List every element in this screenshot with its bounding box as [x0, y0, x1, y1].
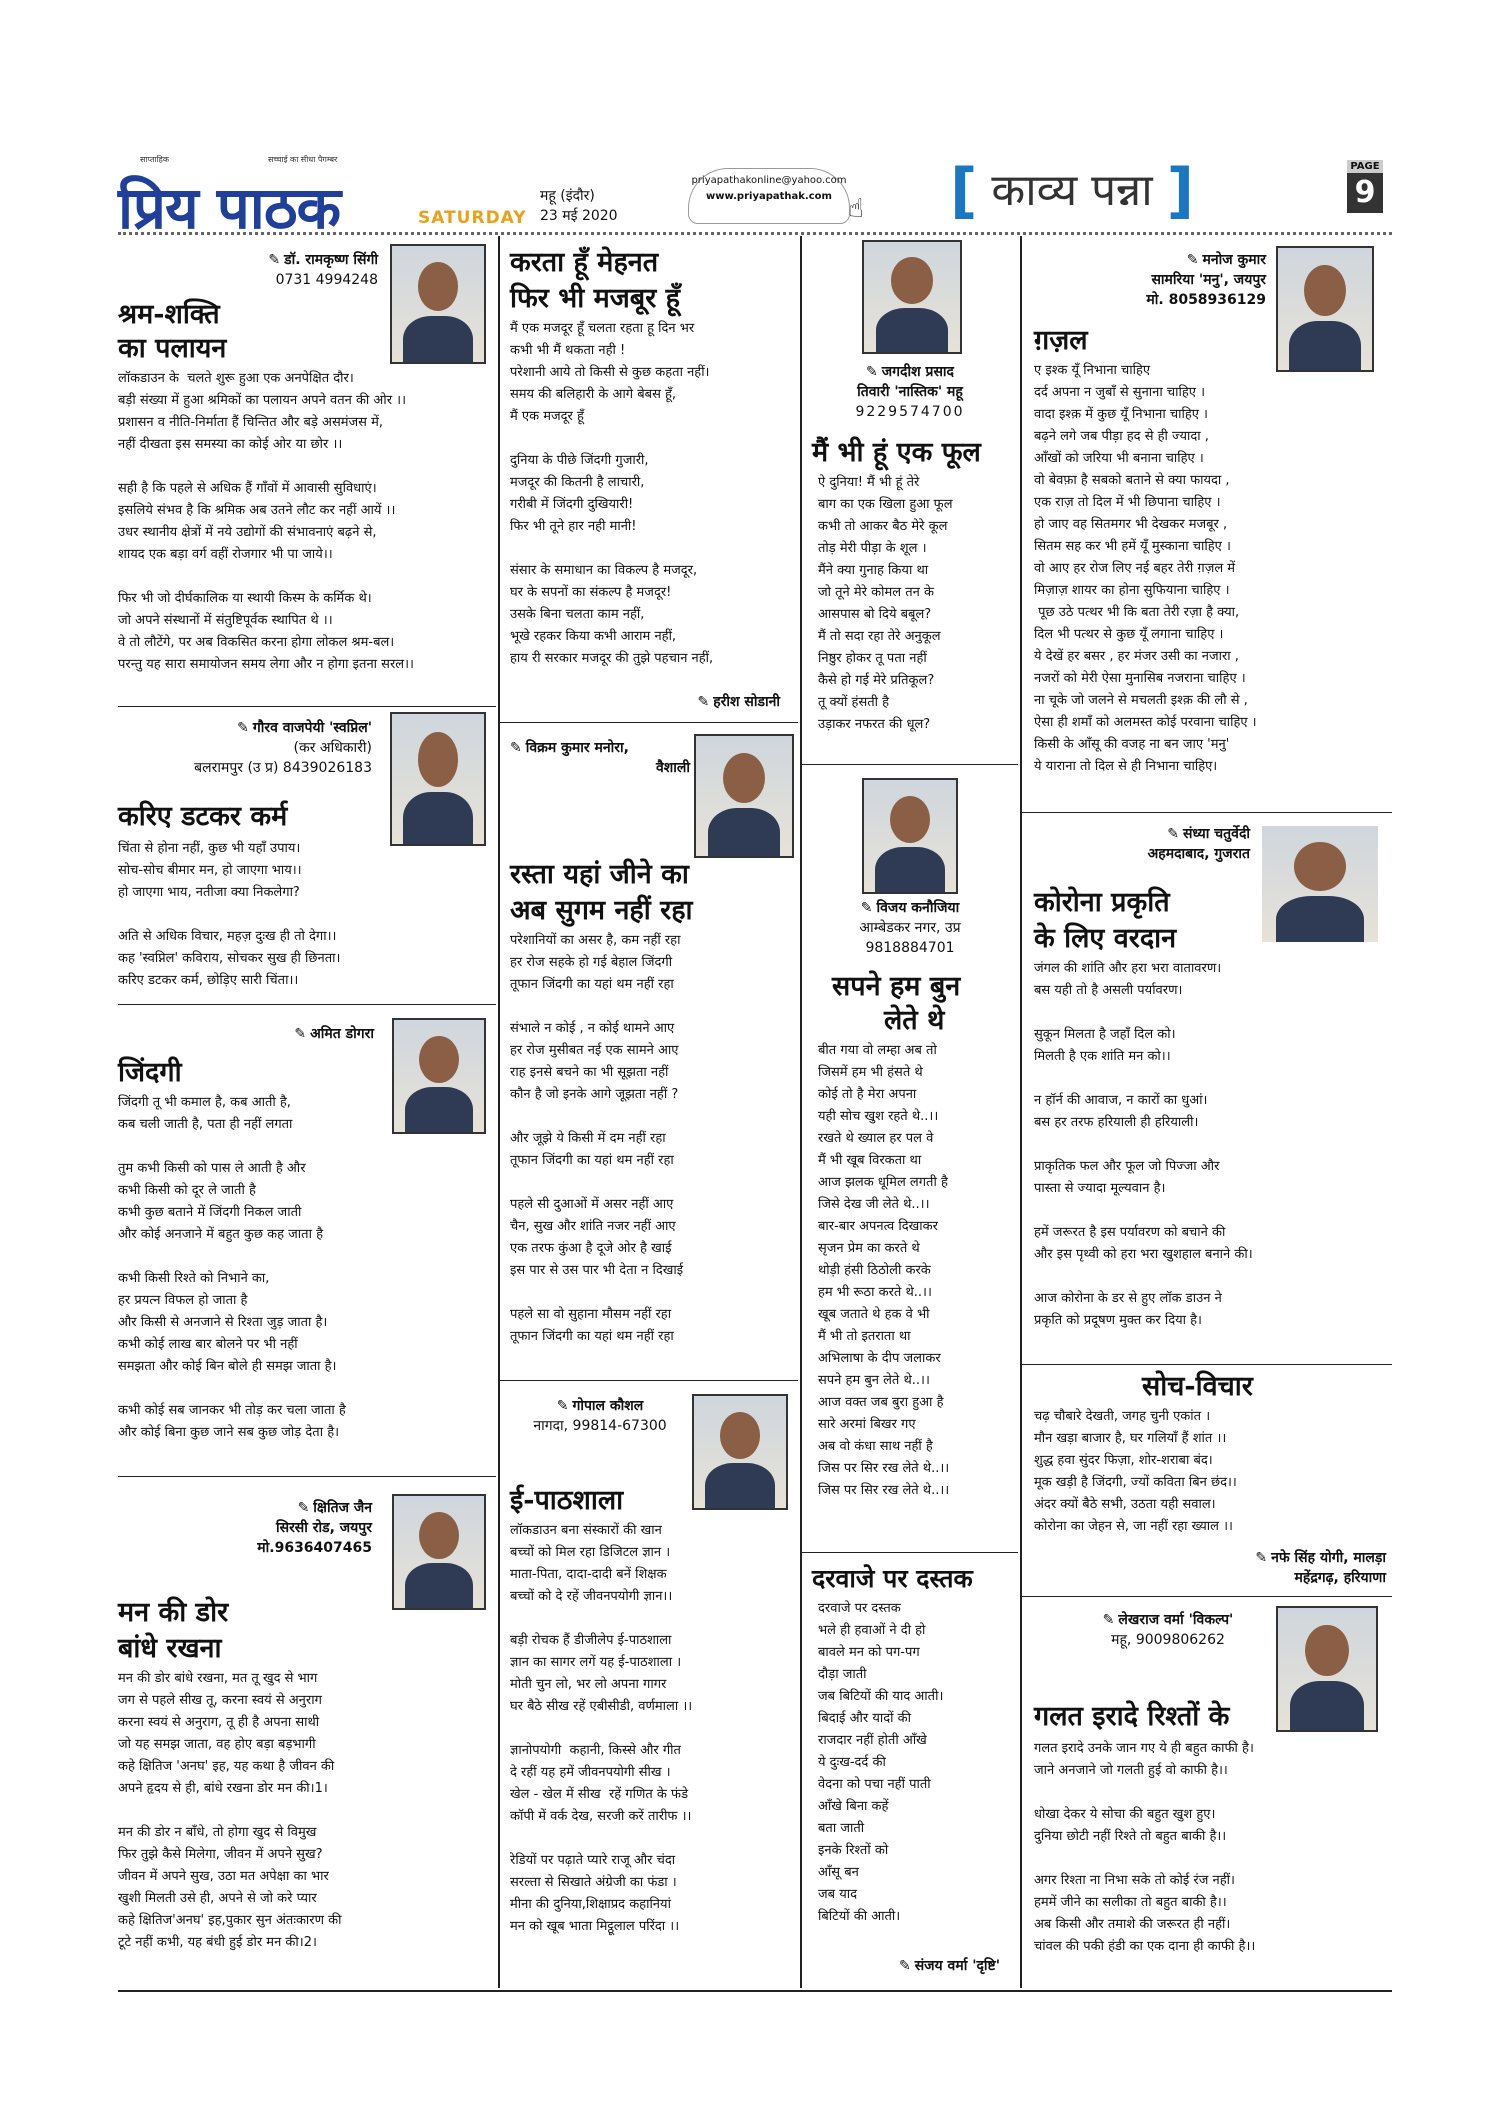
author-photo	[390, 244, 486, 364]
byline	[812, 898, 1008, 958]
author-name: गौरव वाजपेयी 'स्वप्निल'	[252, 720, 372, 736]
poem-title: कोरोना प्रकृति	[1034, 887, 1170, 918]
signature	[620, 692, 780, 712]
pen-icon: ✎	[556, 1398, 569, 1414]
poem-title: का पलायन	[118, 333, 227, 364]
poem-text: बीत गया वो लम्हा अब तो जिसमें हम भी हंसते थे कोई तो है मेरा अपना यही सोच खुश रहते थे..।। रखते थे ख्याल हर पल वे मैं भी खूब विरकता था आज झलक धूमिल लगती है जिसे देख जी लेते थे..।। बार-बार अपनत्व दिखाकर सृजन प्रेम का करते थे थोड़ी हंसी ठिठोली करके हम भी रूठा करते थे..।। खूब जताते थे हक वे भी मैं भी तो इतराता था अभिलाषा के दीप जलाकर सपने हम बुन लेते थे..।। आज वक्त जब बुरा हुआ है सारे अरमां बिखर गए अब वो कंधा साथ नहीं है जिस पर सिर रख लेते थे..।। जिस पर सिर रख लेते थे..।।	[818, 1043, 950, 1498]
section-title-text: काव्य पन्ना	[991, 165, 1153, 216]
article-divider	[118, 1004, 496, 1005]
poem-title: दरवाजे पर दस्तक	[812, 1564, 973, 1593]
byline	[180, 718, 372, 778]
byline	[1070, 1610, 1266, 1650]
author-phone: 0731 4994248	[275, 272, 378, 288]
article-divider	[118, 1476, 496, 1477]
page-number: 9	[1347, 173, 1383, 213]
author-name: संध्या चतुर्वेदी	[1182, 826, 1250, 842]
poem-text: मैं एक मजदूर हूँ चलता रहता हू दिन भर कभी भी मैं थकता नही ! परेशानी आये तो किसी से कुछ कहता नहीं। समय की बलिहारी के आगे बेबस हूँ, मैं एक मजदूर हूँ दुनिया के पीछे जिंदगी गुजारी, मजदूर की कितनी है लाचारी, गरीबी में जिंदगी दुखियारी! फिर भी तूने हार नही मानी! संसार के समाधान का विकल्प है मजदूर, घर के सपनों का संकल्प है मजदूर! उसके बिना चलता काम नहीं, भूखे रहकर किया कभी आराम नहीं, हाय री सरकार मजदूर की तुझे पहचान नहीं,	[510, 321, 714, 666]
poem-text: मन की डोर बांधे रखना, मत तू खुद से भाग जग से पहले सीख तू, करना स्वयं से अनुराग करना स्वयं से अनुराग, तू ही है अपना साथी जो यह समझ जाता, वह होए बड़ा बड़भागी कहे क्षितिज 'अनघ' इह, यह कथा है जीवन की अपने हृदय से ही, बांधे रखना डोर मन की।1। मन की डोर न बाँधे, तो होगा खुद से विमुख फिर तुझे कैसे मिलेगा, जीवन में अपने सुख? जीवन में अपने सुख, उठा मत अपेक्षा का भार खुशी मिलती उसे ही, अपने से जो करे प्यार कहे क्षितिज'अनघ' इह,पुकार सुन अंतःकारण की टूटे नहीं कभी, यह बंधी हुई डोर मन की।2।	[118, 1671, 342, 1950]
author-photo	[694, 734, 794, 858]
pen-icon: ✎	[1186, 252, 1199, 268]
poem-text: चढ़ चौबारे देखती, जगह चुनी एकांत । मौन खड़ा बाजार है, घर गलियाँ हैं शांत ।। शुद्ध हवा सुंदर फिज़ा, शोर-शराबा बंद। मूक खड़ी है जिंदगी, ज्यों कविता बिन छंद।। अंदर क्यों बैठे सभी, उठता यही सवाल। कोरोना का जेहन से, जा नहीं रहा ख्याल ।।	[1034, 1409, 1237, 1534]
poem-text: लॉकडाउन के चलते शुरू हुआ एक अनपेक्षित दौर। बड़ी संख्या में हुआ श्रमिकों का पलायन अपने वतन की ओर ।। प्रशासन व नीति-निर्माता हैं चिन्तित और बड़े असमंजस में, नहीं दीखता इस समस्या का कोई ओर या छोर ।। सही है कि पहले से अधिक हैं गाँवों में आवासी सुविधाएं। इसलिये संभव है कि श्रमिक अब उतने लौट कर नहीं आयें ।। उधर स्थानीय क्षेत्रों में नये उद्योगों की संभावनाएं बढ़ने से, शायद एक बड़ा वर्ग वहीं रोजगार भी पा जाये।। फिर भी जो दीर्घकालिक या स्थायी किस्म के कर्मिक थे। जो अपने संस्थानों में संतुष्टिपूर्वक स्थापित थे ।। वे तो लौटेंगे, पर अब विकसित करना होगा लोकल श्रम-बल। परन्तु यह सारा समायोजन समय लेगा और न होगा इतना सरल।।	[118, 371, 414, 672]
pen-icon: ✎	[860, 900, 873, 916]
poem-title: सपने हम बुन	[832, 971, 961, 1002]
author-photo	[1262, 826, 1378, 942]
poem-title: लेते थे	[884, 1005, 945, 1036]
author-photo	[862, 240, 962, 354]
author-place: सामरिया 'मनु', जयपुर	[1151, 272, 1266, 288]
poem-text: दरवाजे पर दस्तक भले ही हवाओं ने दी हो बावले मन को पग-पग दौड़ा जाती जब बिटियों की याद आती। बिदाई और यादों की राजदार नहीं होती आँखे ये दुःख-दर्द की वेदना को पचा नहीं पाती आँखे बिना कहें बता जाती इनके रिश्तों को आँसू बन जब याद बिटियों की आती।	[818, 1601, 944, 1924]
pen-icon: ✎	[898, 1958, 911, 1974]
article-divider	[802, 1552, 1018, 1553]
author-photo	[692, 1394, 788, 1510]
pen-icon: ✎	[1255, 1550, 1268, 1566]
hand-pointer-icon: ☝	[848, 194, 864, 224]
contact-email[interactable]: priyapathakonline@yahoo.com	[691, 175, 847, 186]
author-name: मनोज कुमार	[1202, 252, 1266, 268]
author-place: आम्बेडकर नगर, उप्र	[859, 920, 961, 936]
poem-text: ऐ दुनिया! मैं भी हूं तेरे बाग का एक खिला हुआ फूल कभी तो आकर बैठ मेरे कूल तोड़ मेरी पीड़ा के शूल । मैंने क्या गुनाह किया था जो तूने मेरे कोमल तन के आसपास बो दिये बबूल? मैं तो सदा रहा तेरे अनुकूल निष्ठुर होकर तू पता नहीं कैसे हो गई मेरे प्रतिकूल? तू क्यों हंसती है उड़ाकर नफरत की धूल?	[818, 475, 953, 732]
pen-icon: ✎	[1167, 826, 1179, 842]
author-place: महेंद्रगढ़, हरियाणा	[1294, 1570, 1386, 1586]
byline	[1110, 824, 1250, 864]
masthead-rule	[118, 232, 1392, 235]
author-place: वैशाली	[655, 760, 690, 776]
poem-title: ई-पाठशाला	[510, 1485, 624, 1516]
poem-title: रस्ता यहां जीने का	[510, 859, 689, 890]
contact-box	[688, 168, 850, 224]
poem-title: फिर भी मजबूर हूँ	[510, 283, 681, 314]
byline	[220, 1024, 374, 1044]
author-phone: मो.9636407465	[257, 1540, 372, 1556]
page-label: PAGE	[1347, 160, 1383, 173]
signature	[830, 1956, 1000, 1976]
signature-name: संजय वर्मा 'दृष्टि'	[914, 1958, 1000, 1974]
pen-icon: ✎	[1102, 1612, 1115, 1628]
author-name: अमित डोगरा	[310, 1026, 374, 1042]
author-phone: मो. 8058936129	[1146, 292, 1266, 308]
article-divider	[1022, 1596, 1392, 1597]
poem-title: अब सुगम नहीं रहा	[510, 895, 693, 926]
column-divider	[800, 236, 802, 1988]
page-number-box	[1347, 160, 1383, 213]
byline	[1150, 1548, 1386, 1588]
pen-icon: ✎	[297, 1500, 310, 1516]
author-place: बलरामपुर (उ प्र) 8439026183	[194, 760, 372, 776]
article-divider	[500, 722, 798, 723]
poem-title: गलत इरादे रिश्तों के	[1034, 1701, 1230, 1732]
article-divider	[1022, 812, 1392, 813]
article-divider	[1022, 1364, 1392, 1365]
poem-text: जिंदगी तू भी कमाल है, कब आती है, कब चली जाती है, पता ही नहीं लगता तुम कभी किसी को पास ले आती है और कभी किसी को दूर ले जाती है कभी कुछ बताने में जिंदगी निकल जाती और कोई अनजाने में बहुत कुछ कह जाता है कभी किसी रिश्ते को निभाने का, हर प्रयत्न विफल हो जाता है और किसी से अनजाने से रिश्ता जुड़ जाता है। कभी कोई लाख बार बोलने पर भी नहीं समझता और कोई बिन बोले ही समझ जाता है। कभी कोई सब जानकर भी तोड़ कर चला जाता है और कोई बिना कुछ जाने सब कुछ जोड़ देता है।	[118, 1095, 346, 1440]
poem-title: श्रम-शक्ति	[118, 299, 220, 330]
column-divider	[1020, 236, 1022, 1988]
poem-text: लॉकडाउन बना संस्कारों की खान बच्चों को मिल रहा डिजिटल ज्ञान । माता-पिता, दादा-दादी बनें शिक्षक बच्चों को दे रहें जीवनपयोगी ज्ञान।। बड़ी रोचक हैं डीजीलेप ई-पाठशाला ज्ञान का सागर लगें यह ई-पाठशाला । मोती चुन लो, भर लो अपना गागर घर बैठे सीख रहें एबीसीडी, वर्णमाला ।। ज्ञानोपयोगी कहानी, किस्से और गीत दे रहीं यह हमें जीवनपयोगी सीख । खेल - खेल में सीख रहें गणित के फंडे कॉपी में वर्क देख, सरजी करें तारीफ ।। रेडियों पर पढ़ाते प्यारे राजू और चंदा सरल्ता से सिखाते अंग्रेजी का फंडा । मीना की दुनिया,शिक्षाप्रद कहानियां मन को खूब भाता मिट्ठूलाल परिंदा ।।	[510, 1523, 693, 1934]
poem-title: जिंदगी	[118, 1057, 182, 1088]
author-name: विक्रम कुमार मनोरा,	[525, 740, 629, 756]
poem-title: करिए डटकर कर्म	[118, 801, 288, 832]
byline	[218, 1498, 372, 1558]
article-divider	[118, 706, 496, 707]
pen-icon: ✎	[268, 252, 281, 268]
bottom-rule	[118, 1990, 1392, 1992]
signature-name: हरीश सोडानी	[713, 694, 780, 710]
poem-text: गलत इरादे उनके जान गए ये ही बहुत काफी है। जाने अनजाने जो गलती हुई वो काफी है।। धोखा देकर ये सोचा की बहुत खुश हुए। दुनिया छोटी नहीं रिश्ते तो बहुत बाकी है।। अगर रिश्ता ना निभा सके तो कोई रंज नहीं। हममें जीने का सलीका तो बहुत बाकी है।। अब किसी और तमाशे की जरूरत ही नहीं। चांवल की पकी हंडी का एक दाना ही काफी है।।	[1034, 1741, 1256, 1954]
author-name-line2: तिवारी 'नास्तिक' महू	[857, 384, 963, 400]
author-place: महू, 9009806262	[1111, 1632, 1225, 1648]
author-name: जगदीश प्रसाद	[881, 364, 954, 380]
poem-text: परेशानियों का असर है, कम नहीं रहा हर रोज सहके हो गई बेहाल जिंदगी तूफान जिंदगी का यहां थम नहीं रहा संभाले न कोई , न कोई थामने आए हर रोज मुसीबत नई एक सामने आए राह इनसे बचने का भी सूझता नहीं कौन है जो इनके आगे जूझता नहीं ? और जूझे ये किसी में दम नहीं रहा तूफान जिंदगी का यहां थम नहीं रहा पहले सी दुआओं में असर नहीं आए चैन, सुख और शांति नजर नहीं आए एक तरफ कुंआ है दूजे ओर है खाई इस पार से उस पार भी देता न दिखाई पहले सा वो सुहाना मौसम नहीं रहा तूफान जिंदगी का यहां थम नहीं रहा	[510, 933, 684, 1344]
author-place: नागदा, 99814-67300	[533, 1418, 667, 1434]
author-phone: 9818884701	[865, 940, 955, 956]
author-name: क्षितिज जैन	[313, 1500, 372, 1516]
section-title: [ काव्य पन्ना ]	[950, 156, 1195, 226]
poem-title: मैं भी हूं एक फूल	[812, 437, 981, 468]
author-role: (कर अधिकारी)	[293, 740, 372, 756]
author-name: गोपाल कौशल	[572, 1398, 644, 1414]
author-name: विजय कनौजिया	[876, 900, 960, 916]
pen-icon: ✎	[510, 740, 522, 756]
issue-day: SATURDAY	[418, 208, 527, 228]
author-photo	[1276, 246, 1374, 372]
logo-tagline: सच्चाई का सीधा पैगम्बर	[268, 155, 338, 164]
poem-title: मन की डोर	[118, 1597, 229, 1628]
byline	[812, 362, 1008, 422]
author-photo	[390, 712, 486, 846]
author-name: डॉ. रामकृष्ण सिंगी	[284, 252, 378, 268]
poem-title: बांधे रखना	[118, 1633, 222, 1664]
author-place: सिरसी रोड, जयपुर	[275, 1520, 372, 1536]
logo-text: प्रिय पाठक	[118, 174, 341, 242]
article-divider	[802, 764, 1018, 765]
article-divider	[500, 1380, 798, 1381]
byline	[510, 738, 690, 778]
poem-text: चिंता से होना नहीं, कुछ भी यहाँ उपाय। सोच-सोच बीमार मन, हो जाएगा भाय।। हो जाएगा भाय, नतीजा क्या निकलेगा? अति से अधिक विचार, महज़ दुःख ही तो देगा।। कह 'स्वप्निल' कविराय, सोचकर सुख ही छिनता। करिए डटकर कर्म, छोड़िए सारी चिंता।।	[118, 841, 341, 988]
author-name: नफे सिंह योगी, मालड़ा	[1271, 1550, 1386, 1566]
pen-icon: ✎	[237, 720, 249, 736]
column-divider	[498, 236, 500, 1988]
byline	[230, 250, 378, 290]
pen-icon: ✎	[866, 364, 878, 380]
author-photo	[862, 778, 958, 894]
dateline	[540, 186, 618, 226]
issue-city: महू (इंदौर)	[540, 188, 595, 204]
issue-date: 23 मई 2020	[540, 208, 618, 224]
byline	[1090, 250, 1266, 310]
poem-title: के लिए वरदान	[1034, 923, 1177, 954]
poem-title: ग़ज़ल	[1034, 325, 1088, 356]
author-photo	[1276, 1606, 1378, 1732]
byline	[510, 1396, 690, 1436]
poem-title: करता हूँ मेहनत	[510, 247, 659, 278]
pen-icon: ✎	[697, 694, 710, 710]
pen-icon: ✎	[294, 1026, 307, 1042]
logo-small-text: साप्ताहिक	[140, 155, 170, 164]
author-phone: 9229574700	[855, 404, 965, 420]
poem-text: ए इश्क यूँ निभाना चाहिए दर्द अपना न जुबाँ से सुनाना चाहिए । वादा इश्क़ में कुछ यूँ निभाना चाहिए । बढ़ने लगे जब पीड़ा हद से ही ज्यादा , आँखों को जरिया भी बनाना चाहिए । वो बेवफ़ा है सबको बताने से क्या फायदा , एक राज़ तो दिल में भी छिपाना चाहिए । हो जाए वह सितमगर भी देखकर मजबूर , सितम सह कर भी हमें यूँ मुस्काना चाहिए । वो आए हर रोज लिए नई बहर तेरी ग़ज़ल में मिज़ाज़ शायर का होना सुफियाना चाहिए । पूछ उठे पत्थर भी कि बता तेरी रज़ा है क्या, दिल भी पत्थर से कुछ यूँ लगाना चाहिए । ये देखें हर बसर , हर मंजर उसी का नजारा , नजरों को मेरी ऐसा मुनासिब नजराना चाहिए । ना चूके जो जलने से मचलती इश्क़ की लौ से , ऐसा ही शमाँ को अलमस्त कोई परवाना चाहिए । किसी के आँसू की वजह ना बन जाए 'मनु' ये याराना तो दिल से ही निभाना चाहिए।	[1034, 363, 1257, 774]
poem-title: सोच-विचार	[1142, 1371, 1253, 1402]
contact-website[interactable]: www.priyapathak.com	[706, 191, 832, 202]
author-name: लेखराज वर्मा 'विकल्प'	[1118, 1612, 1234, 1628]
poem-text: जंगल की शांति और हरा भरा वातावरण। बस यही तो है असली पर्यावरण। सुकून मिलता है जहाँ दिल को। मिलती है एक शांति मन को।। न हॉर्न की आवाज, न कारों का धुआं। बस हर तरफ हरियाली ही हरियाली। प्राकृतिक फल और फूल जो पिज्जा और पास्ता से ज्यादा मूल्यवान है। हमें जरूरत है इस पर्यावरण को बचाने की और इस पृथ्वी को हरा भरा खुशहाल बनाने की। आज कोरोना के डर से हुए लॉक डाउन ने प्रकृति को प्रदूषण मुक्त कर दिया है।	[1034, 961, 1253, 1328]
author-place: अहमदाबाद, गुजरात	[1147, 846, 1250, 862]
author-photo	[392, 1494, 486, 1610]
masthead-logo	[118, 155, 363, 242]
